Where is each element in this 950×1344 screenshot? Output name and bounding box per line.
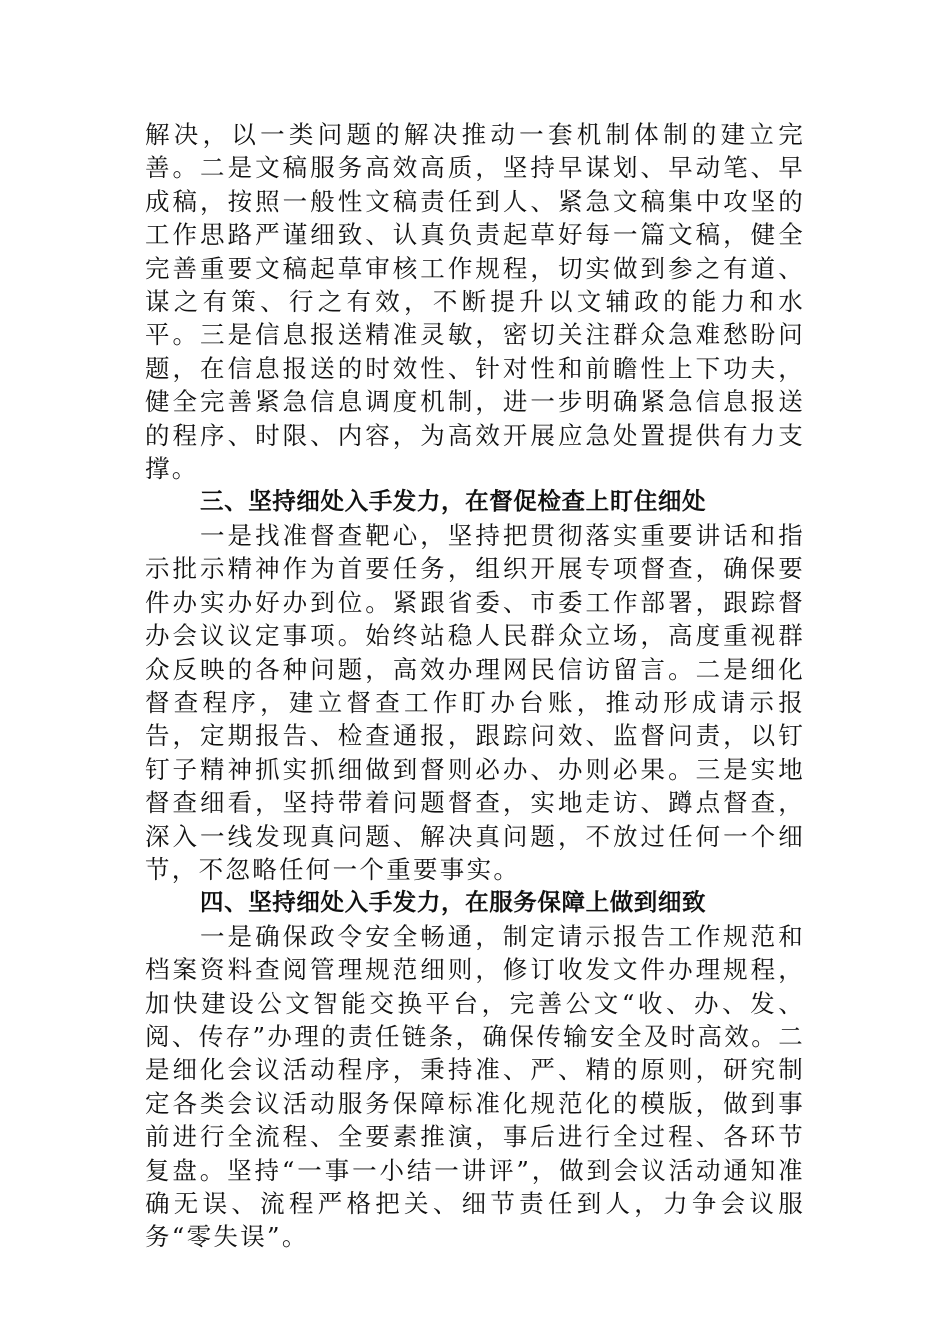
continued-paragraph: 解决，以一类问题的解决推动一套机制体制的建立完善。二是文稿服务高效高质，坚持早谋划、早动笔、早成稿，按照一般性文稿责任到人、紧急文稿集中攻坚的工作思路严谨细致、认真负责起草好每一篇文稿，健全完善重要文稿起草审核工作规程，切实做到参之有道、谋之有策、行之有效，不断提升以文辅政的能力和水平。三是信息报送精准灵敏，密切关注群众急难愁盼问题，在信息报送的时效性、针对性和前瞻性上下功夫，健全完善紧急信息调度机制，进一步明确紧急信息报送的程序、时限、内容，为高效开展应急处置提供有力支撑。 [145, 120, 805, 484]
section-three-heading: 三、坚持细处入手发力，在督促检查上盯住细处 [200, 487, 707, 516]
section-four-paragraph: 一是确保政令安全畅通，制定请示报告工作规范和档案资料查阅管理规范细则，修订收发文件办理规程，加快建设公文智能交换平台，完善公文“收、办、发、阅、传存”办理的责任链条，确保传输安全及时高效。二是细化会议活动程序，秉持准、严、精的原则，研究制定各类会议活动服务保障标准化规范化的模版，做到事前进行全流程、全要素推演，事后进行全过程、各环节复盘。坚持“一事一小结一讲评”，做到会议活动通知准确无误、流程严格把关、细节责任到人，力争会议服务“零失误”。 [145, 921, 805, 1252]
section-three-paragraph: 一是找准督查靶心，坚持把贯彻落实重要讲话和指示批示精神作为首要任务，组织开展专项督查，确保要件办实办好办到位。紧跟省委、市委工作部署，跟踪督办会议议定事项。始终站稳人民群众立场，高度重视群众反映的各种问题，高效办理网民信访留言。二是细化督查程序，建立督查工作盯办台账，推动形成请示报告，定期报告、检查通报，跟踪问效、监督问责，以钉钉子精神抓实抓细做到督则必办、办则必果。三是实地督查细看，坚持带着问题督查，实地走访、蹲点督查，深入一线发现真问题、解决真问题，不放过任何一个细节，不忽略任何一个重要事实。 [145, 520, 805, 884]
document-body [145, 118, 805, 1254]
section-four-heading: 四、坚持细处入手发力，在服务保障上做到细致 [200, 888, 707, 917]
